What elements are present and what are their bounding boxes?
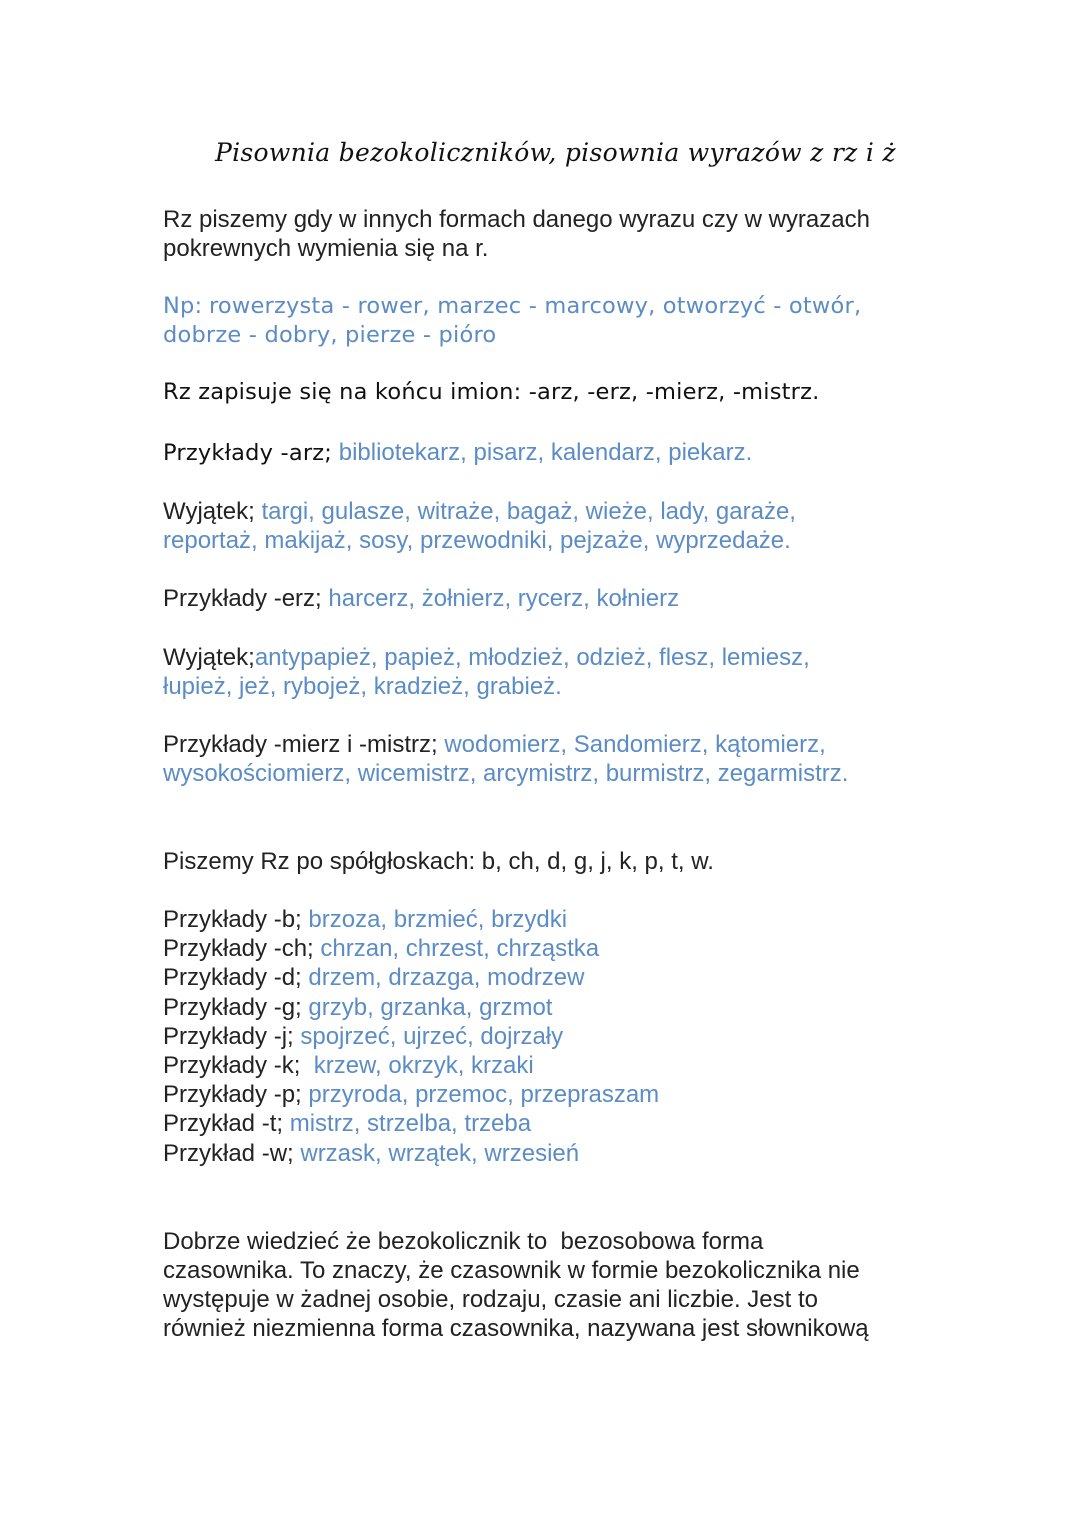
example-row-j bbox=[163, 1022, 659, 1051]
rz-end-rule: Rz zapisuje się na końcu imion: -arz, -erz, -mierz, -mistrz. bbox=[163, 379, 820, 405]
mierz-label: Przykłady -mierz i -mistrz; bbox=[163, 731, 438, 758]
exception-2 bbox=[163, 643, 923, 701]
example-label: Przykłady -k; bbox=[163, 1052, 301, 1080]
np-label: Np: bbox=[163, 293, 203, 319]
example-row-k bbox=[163, 1051, 659, 1080]
example-label: Przykłady -j; bbox=[163, 1022, 294, 1050]
exception-2-words-1: antypapież, papież, młodzież, odzież, flesz, lemiesz, bbox=[254, 644, 810, 671]
arz-label: Przykłady -arz; bbox=[163, 440, 333, 466]
example-words: grzyb, grzanka, grzmot bbox=[308, 993, 553, 1021]
intro-line-1: Rz piszemy gdy w innych formach danego wyrazu czy w wyrazach bbox=[163, 206, 870, 233]
intro-line-2: pokrewnych wymienia się na r. bbox=[163, 235, 489, 262]
intro-paragraph bbox=[163, 205, 923, 263]
example-label: Przykłady -p; bbox=[163, 1081, 302, 1109]
example-row-ch bbox=[163, 934, 659, 963]
arz-words: bibliotekarz, pisarz, kalendarz, piekarz. bbox=[338, 439, 753, 466]
exception-1 bbox=[163, 497, 923, 555]
exception-1-line-2: reportaż, makijaż, sosy, przewodniki, pejzaże, wyprzedaże. bbox=[163, 527, 791, 554]
np-line-2: dobrze - dobry, pierze - pióro bbox=[163, 322, 497, 348]
exception-2-line-2: łupież, jeż, rybojeż, kradzież, grabież. bbox=[163, 673, 562, 700]
exception-1-words-1: targi, gulasze, witraże, bagaż, wieże, lady, garaże, bbox=[261, 498, 796, 525]
note-line-4: również niezmienna forma czasownika, nazywana jest słownikową bbox=[163, 1315, 869, 1342]
mierz-line-1 bbox=[163, 730, 923, 759]
np-line-1 bbox=[163, 291, 923, 321]
example-row-w bbox=[163, 1139, 659, 1168]
infinitive-note bbox=[163, 1227, 923, 1343]
example-label: Przykłady -ch; bbox=[163, 935, 314, 963]
example-label: Przykłady -b; bbox=[163, 906, 302, 933]
mierz-words-1: wodomierz, Sandomierz, kątomierz, bbox=[444, 731, 826, 758]
consonant-examples-list bbox=[163, 905, 659, 1168]
example-words: mistrz, strzelba, trzeba bbox=[289, 1110, 532, 1138]
note-line-3: występuje w żadnej osobie, rodzaju, czasie ani liczbie. Jest to bbox=[163, 1286, 819, 1313]
example-label: Przykłady -g; bbox=[163, 993, 302, 1021]
example-label: Przykład -w; bbox=[163, 1139, 294, 1167]
note-line-2: czasownika. To znaczy, że czasownik w formie bezokolicznika nie bbox=[163, 1257, 860, 1284]
note-line-1: Dobrze wiedzieć że bezokolicznik to bezosobowa forma bbox=[163, 1228, 764, 1255]
example-row-t bbox=[163, 1109, 659, 1138]
arz-examples bbox=[163, 438, 923, 468]
example-words: brzoza, brzmieć, brzydki bbox=[308, 906, 568, 933]
exception-2-label: Wyjątek; bbox=[163, 644, 255, 671]
erz-words: harcerz, żołnierz, rycerz, kołnierz bbox=[328, 585, 680, 612]
np-words-1: rowerzysta - rower, marzec - marcowy, otworzyć - otwór, bbox=[208, 293, 862, 319]
mierz-line-2: wysokościomierz, wicemistrz, arcymistrz, burmistrz, zegarmistrz. bbox=[163, 760, 849, 787]
example-words: drzem, drzazga, modrzew bbox=[308, 964, 585, 992]
np-paragraph bbox=[163, 291, 923, 350]
consonants-rule: Piszemy Rz po spółgłoskach: b, ch, d, g, j, k, p, t, w. bbox=[163, 848, 714, 875]
example-words: krzew, okrzyk, krzaki bbox=[307, 1052, 534, 1080]
example-words: wrzask, wrzątek, wrzesień bbox=[300, 1139, 580, 1167]
example-label: Przykład -t; bbox=[163, 1110, 284, 1138]
example-label: Przykłady -d; bbox=[163, 964, 302, 992]
page-title: Pisownia bezokoliczników, pisownia wyrazów z rz i ż bbox=[215, 138, 896, 167]
exception-1-label: Wyjątek; bbox=[163, 498, 255, 525]
mierz-examples bbox=[163, 730, 923, 788]
erz-examples bbox=[163, 584, 923, 613]
example-row-b bbox=[163, 905, 659, 934]
exception-2-line-1 bbox=[163, 643, 923, 672]
example-words: przyroda, przemoc, przepraszam bbox=[308, 1081, 660, 1109]
example-words: spojrzeć, ujrzeć, dojrzały bbox=[300, 1022, 564, 1050]
example-row-g bbox=[163, 993, 659, 1022]
example-words: chrzan, chrzest, chrząstka bbox=[320, 935, 600, 963]
example-row-d bbox=[163, 963, 659, 992]
example-row-p bbox=[163, 1080, 659, 1109]
exception-1-line-1 bbox=[163, 497, 923, 526]
erz-label: Przykłady -erz; bbox=[163, 585, 322, 612]
